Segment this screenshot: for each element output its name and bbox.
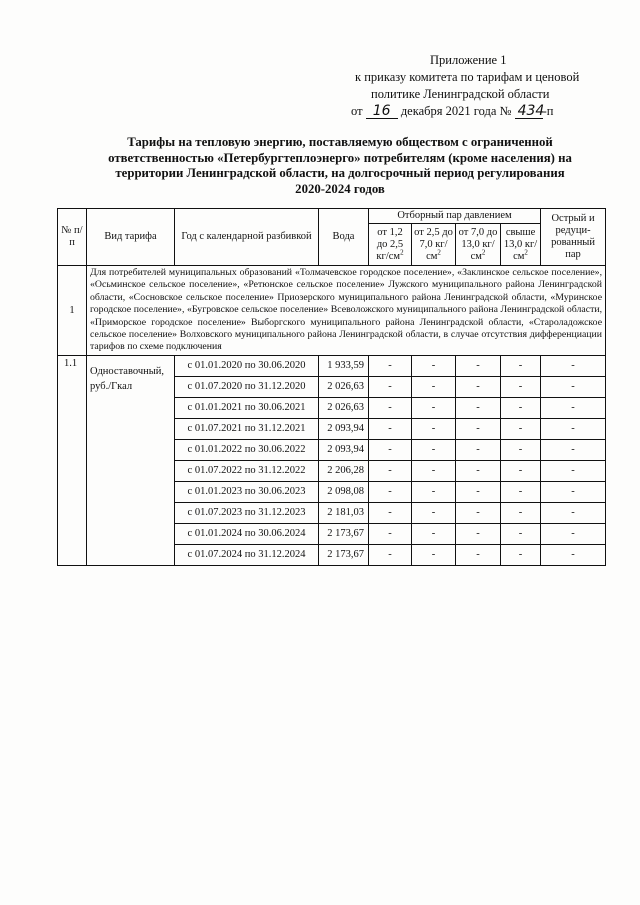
water-value-cell: 2 173,67 — [319, 523, 369, 544]
tariff-table — [57, 208, 606, 566]
section-row — [58, 266, 606, 356]
water-value-cell: 2 026,63 — [319, 376, 369, 397]
steam-p3-cell: - — [456, 544, 501, 565]
water-value-cell: 2 098,08 — [319, 481, 369, 502]
steam-p2-cell: - — [412, 523, 456, 544]
water-value-cell: 2 026,63 — [319, 397, 369, 418]
water-value-cell: 2 181,03 — [319, 502, 369, 523]
appendix-committee-line: политике Ленинградской области — [371, 87, 550, 101]
steam-p2-cell: - — [412, 460, 456, 481]
steam-p4-cell: - — [501, 397, 541, 418]
square-superscript: 2 — [524, 248, 528, 256]
steam-p1-cell: - — [369, 502, 412, 523]
appendix-title: Приложение 1 — [430, 53, 507, 67]
period-cell: с 01.07.2023 по 31.12.2023 — [175, 502, 319, 523]
header-pressure-4-label: свыше 13,0 кг/см — [503, 226, 538, 262]
appendix-date-line — [348, 103, 588, 120]
steam-p3-cell: - — [456, 523, 501, 544]
header-pressure-4 — [501, 224, 541, 266]
square-superscript: 2 — [437, 248, 441, 256]
steam-p3-cell: - — [456, 502, 501, 523]
header-num: № п/п — [58, 209, 87, 266]
sharp-steam-cell: - — [541, 544, 606, 565]
sharp-steam-cell: - — [541, 439, 606, 460]
steam-p2-cell: - — [412, 502, 456, 523]
subsection-num: 1.1 — [58, 355, 87, 565]
handwritten-number: 434 — [515, 105, 543, 119]
sharp-steam-cell: - — [541, 502, 606, 523]
period-cell: с 01.01.2024 по 30.06.2024 — [175, 523, 319, 544]
sharp-steam-cell: - — [541, 355, 606, 376]
steam-p4-cell: - — [501, 355, 541, 376]
water-value-cell: 2 093,94 — [319, 439, 369, 460]
steam-p2-cell: - — [412, 418, 456, 439]
sharp-steam-cell: - — [541, 418, 606, 439]
steam-p4-cell: - — [501, 418, 541, 439]
steam-p3-cell: - — [456, 355, 501, 376]
steam-p4-cell: - — [501, 502, 541, 523]
header-tariff-type: Вид тарифа — [87, 209, 175, 266]
header-water: Вода — [319, 209, 369, 266]
header-pressure-2 — [412, 224, 456, 266]
steam-p4-cell: - — [501, 376, 541, 397]
water-value-cell: 2 206,28 — [319, 460, 369, 481]
steam-p4-cell: - — [501, 523, 541, 544]
sharp-steam-cell: - — [541, 460, 606, 481]
period-cell: с 01.01.2022 по 30.06.2022 — [175, 439, 319, 460]
date-month-year: декабря 2021 года № — [400, 104, 512, 118]
appendix-order-line: к приказу комитета по тарифам и ценовой — [355, 70, 580, 84]
period-cell: с 01.07.2024 по 31.12.2024 — [175, 544, 319, 565]
number-suffix: -п — [542, 104, 554, 118]
sharp-steam-cell: - — [541, 523, 606, 544]
header-pressure-1 — [369, 224, 412, 266]
square-superscript: 2 — [481, 248, 486, 256]
steam-p3-cell: - — [456, 418, 501, 439]
steam-p4-cell: - — [501, 481, 541, 502]
header-steam-group: Отборный пар давлением — [369, 209, 541, 224]
steam-p3-cell: - — [456, 397, 501, 418]
steam-p1-cell: - — [369, 544, 412, 565]
steam-p2-cell: - — [412, 544, 456, 565]
date-prefix: от — [351, 104, 363, 118]
header-pressure-2-label: от 2,5 до 7,0 кг/см — [414, 226, 453, 262]
steam-p1-cell: - — [369, 418, 412, 439]
header-pressure-3 — [456, 224, 501, 266]
steam-p2-cell: - — [412, 355, 456, 376]
steam-p1-cell: - — [369, 355, 412, 376]
steam-p3-cell: - — [456, 376, 501, 397]
period-cell: с 01.07.2022 по 31.12.2022 — [175, 460, 319, 481]
steam-p3-cell: - — [456, 481, 501, 502]
steam-p1-cell: - — [369, 376, 412, 397]
steam-p2-cell: - — [412, 376, 456, 397]
steam-p2-cell: - — [412, 397, 456, 418]
period-cell: с 01.07.2021 по 31.12.2021 — [175, 418, 319, 439]
steam-p1-cell: - — [369, 439, 412, 460]
period-cell: с 01.01.2021 по 30.06.2021 — [175, 397, 319, 418]
tariff-name: Одноставочный, руб./Гкал — [87, 355, 175, 565]
steam-p2-cell: - — [412, 481, 456, 502]
header-sharp-steam: Острый и редуци- рованный пар — [541, 209, 606, 266]
steam-p1-cell: - — [369, 481, 412, 502]
water-value-cell: 2 093,94 — [319, 418, 369, 439]
steam-p4-cell: - — [501, 460, 541, 481]
steam-p1-cell: - — [369, 523, 412, 544]
sharp-steam-cell: - — [541, 397, 606, 418]
section-num: 1 — [58, 266, 87, 356]
header-pressure-3-label: от 7,0 до 13,0 кг/см — [458, 226, 498, 262]
steam-p4-cell: - — [501, 439, 541, 460]
square-superscript: 2 — [400, 248, 404, 256]
period-cell: с 01.07.2020 по 31.12.2020 — [175, 376, 319, 397]
water-value-cell: 1 933,59 — [319, 355, 369, 376]
header-pressure-1-label: от 1,2 до 2,5 кг/см — [376, 226, 404, 262]
steam-p2-cell: - — [412, 439, 456, 460]
steam-p1-cell: - — [369, 460, 412, 481]
table-row — [58, 355, 606, 376]
sharp-steam-cell: - — [541, 376, 606, 397]
document-title: Тарифы на тепловую энергию, поставляемую обществом с ограниченной ответственностью «Петербургтеплоэнерго» потребителям (кроме населения) на территории Ленинградской области, на долгосрочный период регулирования 2020-2024 годов — [108, 135, 572, 196]
period-cell: с 01.01.2020 по 30.06.2020 — [175, 355, 319, 376]
header-year: Год с календарной разбивкой — [175, 209, 319, 266]
steam-p3-cell: - — [456, 460, 501, 481]
sharp-steam-cell: - — [541, 481, 606, 502]
steam-p1-cell: - — [369, 397, 412, 418]
handwritten-day: 16 — [366, 105, 398, 119]
water-value-cell: 2 173,67 — [319, 544, 369, 565]
section-description: Для потребителей муниципальных образований «Толмачевское городское поселение», «Заклинское сельское поселение», «Осьминское сельское поселение», «Ретюнское сельское поселение» Лужского муниципального района Ленинградской области, «Сосновское сельское поселение» Приозерского муниципального района Ленинградской области, «Муринское городское поселение», «Бугровское сельское поселение» Всеволожского муниципального района Ленинградской области, «Приморское городское поселение» Выборгского муниципального района Ленинградской области, «Староладожское сельское поселение» Волховского муниципального района Ленинградской области, в случае отсутствия дифференциации тарифов по схеме подключения — [87, 266, 606, 356]
steam-p4-cell: - — [501, 544, 541, 565]
appendix-header — [348, 52, 588, 120]
steam-p3-cell: - — [456, 439, 501, 460]
period-cell: с 01.01.2023 по 30.06.2023 — [175, 481, 319, 502]
